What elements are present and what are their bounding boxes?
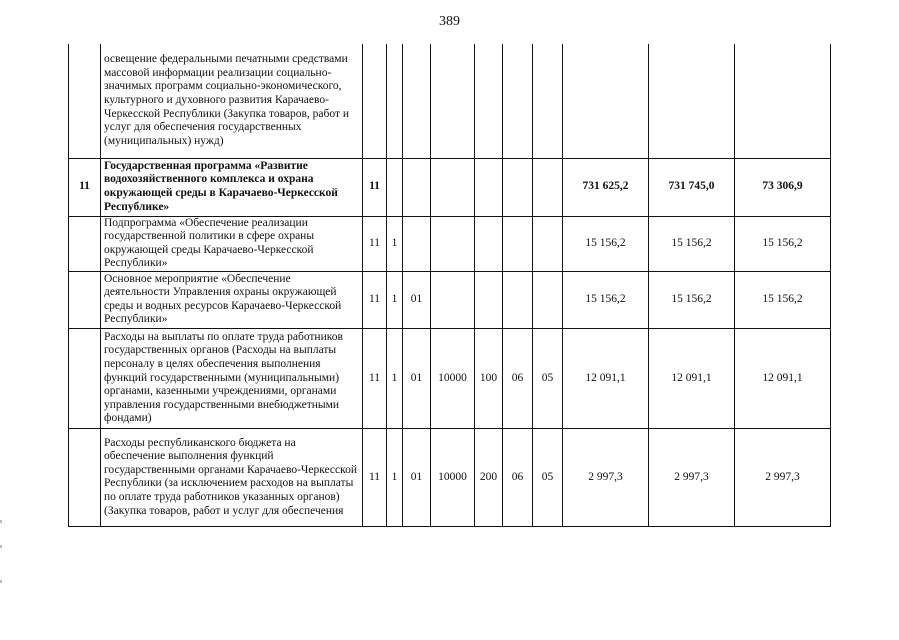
code-program: 11 (363, 328, 387, 428)
code-section (503, 271, 533, 328)
code-direction (431, 271, 475, 328)
table-row (69, 44, 831, 158)
row-number (69, 216, 101, 271)
scan-mark (0, 580, 2, 583)
code-subsection (533, 44, 563, 158)
amount-year-2: 12 091,1 (649, 328, 735, 428)
amount-year-3: 15 156,2 (735, 216, 831, 271)
code-expense-type (475, 44, 503, 158)
code-event: 01 (403, 271, 431, 328)
code-expense-type (475, 271, 503, 328)
code-subprogram (387, 158, 403, 216)
amount-year-3 (735, 44, 831, 158)
code-event (403, 216, 431, 271)
amount-year-2 (649, 44, 735, 158)
table-row (69, 158, 831, 216)
code-direction: 10000 (431, 428, 475, 526)
amount-year-1: 15 156,2 (563, 271, 649, 328)
code-section: 06 (503, 428, 533, 526)
amount-year-1: 12 091,1 (563, 328, 649, 428)
row-number (69, 428, 101, 526)
amount-year-1: 2 997,3 (563, 428, 649, 526)
code-expense-type (475, 216, 503, 271)
row-name: освещение федеральными печатными средствами массовой информации реализации социально-значимых программ социально-экономического, культурного и духовного развития Карачаево-Черкесской Республики (Закупка товаров, работ и услуг для обеспечения государственных (муниципальных) нужд) (101, 44, 363, 158)
code-direction (431, 216, 475, 271)
row-number (69, 44, 101, 158)
code-section: 06 (503, 328, 533, 428)
code-event (403, 158, 431, 216)
code-subprogram (387, 44, 403, 158)
amount-year-3: 12 091,1 (735, 328, 831, 428)
amount-year-3: 73 306,9 (735, 158, 831, 216)
code-program: 11 (363, 271, 387, 328)
row-name: Подпрограмма «Обеспечение реализации государственной политики в сфере охраны окружающей среды Карачаево-Черкесской Республики» (101, 216, 363, 271)
code-event (403, 44, 431, 158)
code-subprogram: 1 (387, 328, 403, 428)
table-row (69, 428, 831, 526)
code-expense-type: 200 (475, 428, 503, 526)
code-event: 01 (403, 328, 431, 428)
amount-year-2: 2 997,3 (649, 428, 735, 526)
scan-mark (0, 545, 2, 548)
amount-year-2: 15 156,2 (649, 271, 735, 328)
table-row (69, 328, 831, 428)
amount-year-3: 15 156,2 (735, 271, 831, 328)
code-subsection (533, 271, 563, 328)
page-number: 389 (439, 14, 460, 29)
code-program (363, 44, 387, 158)
row-name: Расходы на выплаты по оплате труда работников государственных органов (Расходы на выплаты персоналу в целях обеспечения выполнения функций государственными (муниципальными) органами, казенными учреждениями, органами управления государственными внебюджетными фондами) (101, 328, 363, 428)
code-expense-type: 100 (475, 328, 503, 428)
code-section (503, 44, 533, 158)
row-number: 11 (69, 158, 101, 216)
row-name: Основное мероприятие «Обеспечение деятельности Управления охраны окружающей среды и водных ресурсов Карачаево-Черкесской Республики» (101, 271, 363, 328)
row-name: Расходы республиканского бюджета на обеспечение выполнения функций государственными органами Карачаево-Черкесской Республики (за исключением расходов на выплаты по оплате труда работников указанных органов) (Закупка товаров, работ и услуг для обеспечения (101, 428, 363, 526)
code-direction: 10000 (431, 328, 475, 428)
code-subprogram: 1 (387, 428, 403, 526)
code-direction (431, 158, 475, 216)
code-subprogram: 1 (387, 216, 403, 271)
row-name: Государственная программа «Развитие водохозяйственного комплекса и охрана окружающей среды в Карачаево-Черкесской Республике» (101, 158, 363, 216)
code-subsection: 05 (533, 428, 563, 526)
code-program: 11 (363, 216, 387, 271)
code-section (503, 158, 533, 216)
code-subsection (533, 216, 563, 271)
amount-year-1 (563, 44, 649, 158)
amount-year-1: 731 625,2 (563, 158, 649, 216)
amount-year-3: 2 997,3 (735, 428, 831, 526)
code-program: 11 (363, 158, 387, 216)
code-direction (431, 44, 475, 158)
budget-table (68, 44, 831, 527)
table-row (69, 271, 831, 328)
row-number (69, 271, 101, 328)
code-subsection (533, 158, 563, 216)
amount-year-2: 731 745,0 (649, 158, 735, 216)
row-number (69, 328, 101, 428)
code-subprogram: 1 (387, 271, 403, 328)
code-program: 11 (363, 428, 387, 526)
code-subsection: 05 (533, 328, 563, 428)
scan-mark (0, 520, 2, 523)
code-event: 01 (403, 428, 431, 526)
table-row (69, 216, 831, 271)
code-expense-type (475, 158, 503, 216)
amount-year-1: 15 156,2 (563, 216, 649, 271)
amount-year-2: 15 156,2 (649, 216, 735, 271)
code-section (503, 216, 533, 271)
